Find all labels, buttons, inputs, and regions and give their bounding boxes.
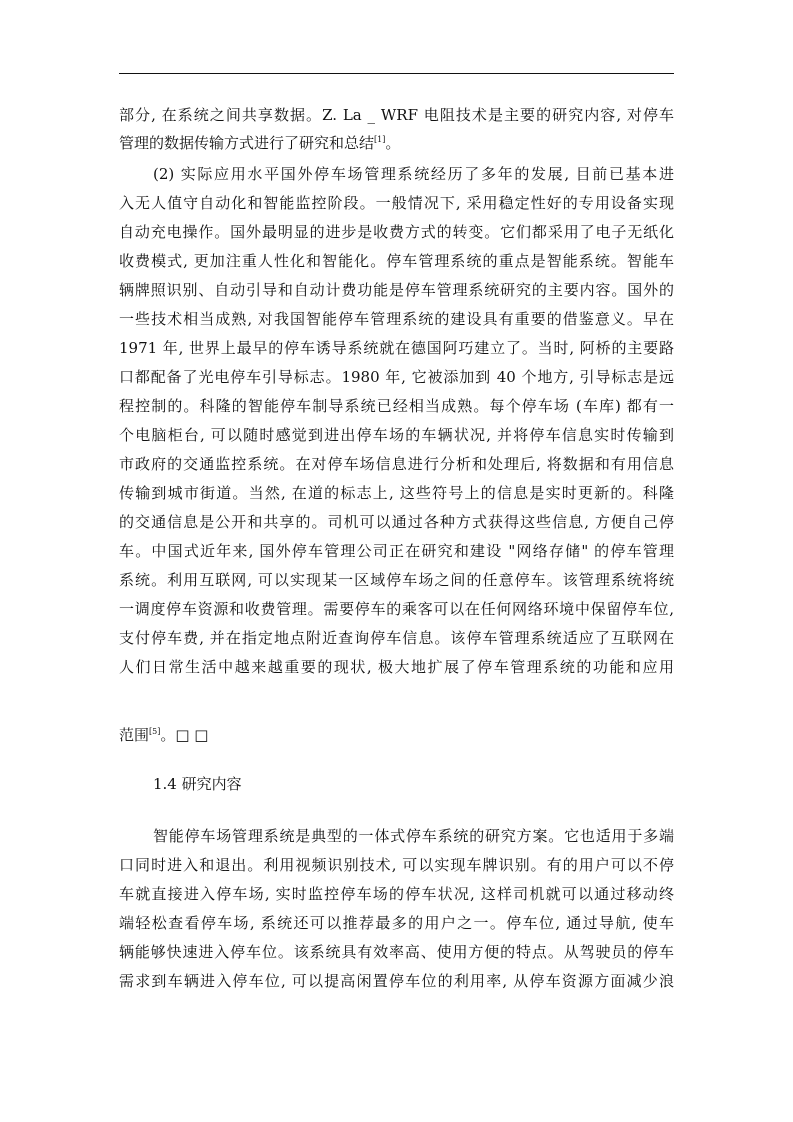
header-rule bbox=[119, 73, 674, 74]
body-text-line: 车就直接进入停车场, 实时监控停车场的停车状况, 这样司机就可以通过移动终 bbox=[119, 885, 674, 903]
body-text-line: 辆牌照识别、自动引导和自动计费功能是停车管理系统研究的主要内容。国外的 bbox=[119, 281, 674, 299]
body-text-line: 市政府的交通监控系统。在对停车场信息进行分析和处理后, 将数据和有用信息 bbox=[119, 455, 674, 473]
body-text-line: 辆能够快速进入停车位。该系统具有效率高、使用方便的特点。从驾驶员的停车 bbox=[119, 943, 674, 961]
body-text-line: 收费模式, 更加注重人性化和智能化。停车管理系统的重点是智能系统。智能车 bbox=[119, 252, 674, 270]
body-text-line: 人们日常生活中越来越重要的现状, 极大地扩展了停车管理系统的功能和应用 bbox=[119, 658, 674, 676]
body-text-line: 系统。利用互联网, 可以实现某一区域停车场之间的任意停车。该管理系统将统 bbox=[119, 571, 674, 589]
body-text-line: 个电脑柜台, 可以随时感觉到进出停车场的车辆状况, 并将停车信息实时传输到 bbox=[119, 426, 674, 444]
body-text-line: 1971 年, 世界上最早的停车诱导系统就在德国阿巧建立了。当时, 阿桥的主要路 bbox=[119, 339, 674, 357]
body-text-line: 车。中国式近年来, 国外停车管理公司正在研究和建设 "网络存储" 的停车管理 bbox=[119, 542, 674, 560]
body-text-line: 的交通信息是公开和共享的。司机可以通过各种方式获得这些信息, 方便自己停 bbox=[119, 513, 674, 531]
body-text-line: 部分, 在系统之间共享数据。Z. La _ WRF 电阻技术是主要的研究内容, 对停车 bbox=[119, 106, 674, 124]
body-text-line: 一调度停车资源和收费管理。需要停车的乘客可以在任何网络环境中保留停车位, bbox=[119, 600, 674, 618]
body-text-line: 端轻松查看停车场, 系统还可以推荐最多的用户之一。停车位, 通过导航, 使车 bbox=[119, 914, 674, 932]
body-text-line: 一些技术相当成熟, 对我国智能停车管理系统的建设具有重要的借鉴意义。早在 bbox=[119, 310, 674, 328]
body-text-line: 传输到城市街道。当然, 在道的标志上, 这些符号上的信息是实时更新的。科隆 bbox=[119, 484, 674, 502]
body-text-line: 自动充电操作。国外最明显的进步是收费方式的转变。它们都采用了电子无纸化 bbox=[119, 223, 674, 241]
body-text-line: 智能停车场管理系统是典型的一体式停车系统的研究方案。它也适用于多端 bbox=[153, 827, 674, 845]
body-text-line: 口同时进入和退出。利用视频识别技术, 可以实现车牌识别。有的用户可以不停 bbox=[119, 856, 674, 874]
body-text-line: 口都配备了光电停车引导标志。1980 年, 它被添加到 40 个地方, 引导标志是远 bbox=[119, 368, 674, 386]
citation-ref: [5] bbox=[149, 727, 161, 736]
body-text-line: 范围[5]。□ □ bbox=[119, 726, 209, 744]
body-text-line: 入无人值守自动化和智能监控阶段。一般情况下, 采用稳定性好的专用设备实现 bbox=[119, 194, 674, 212]
body-text-line: 管理的数据传输方式进行了研究和总结[1]。 bbox=[119, 134, 401, 152]
citation-ref: [1] bbox=[374, 135, 386, 144]
body-text-line: 需求到车辆进入停车位, 可以提高闲置停车位的利用率, 从停车资源方面减少浪 bbox=[119, 972, 674, 990]
body-text-line: 程控制的。科隆的智能停车制导系统已经相当成熟。每个停车场 (车库) 都有一 bbox=[119, 397, 674, 415]
section-heading: 1.4 研究内容 bbox=[153, 775, 242, 793]
body-text-line: 支付停车费, 并在指定地点附近查询停车信息。该停车管理系统适应了互联网在 bbox=[119, 629, 674, 647]
body-text-line: (2) 实际应用水平国外停车场管理系统经历了多年的发展, 目前已基本进 bbox=[153, 165, 674, 183]
